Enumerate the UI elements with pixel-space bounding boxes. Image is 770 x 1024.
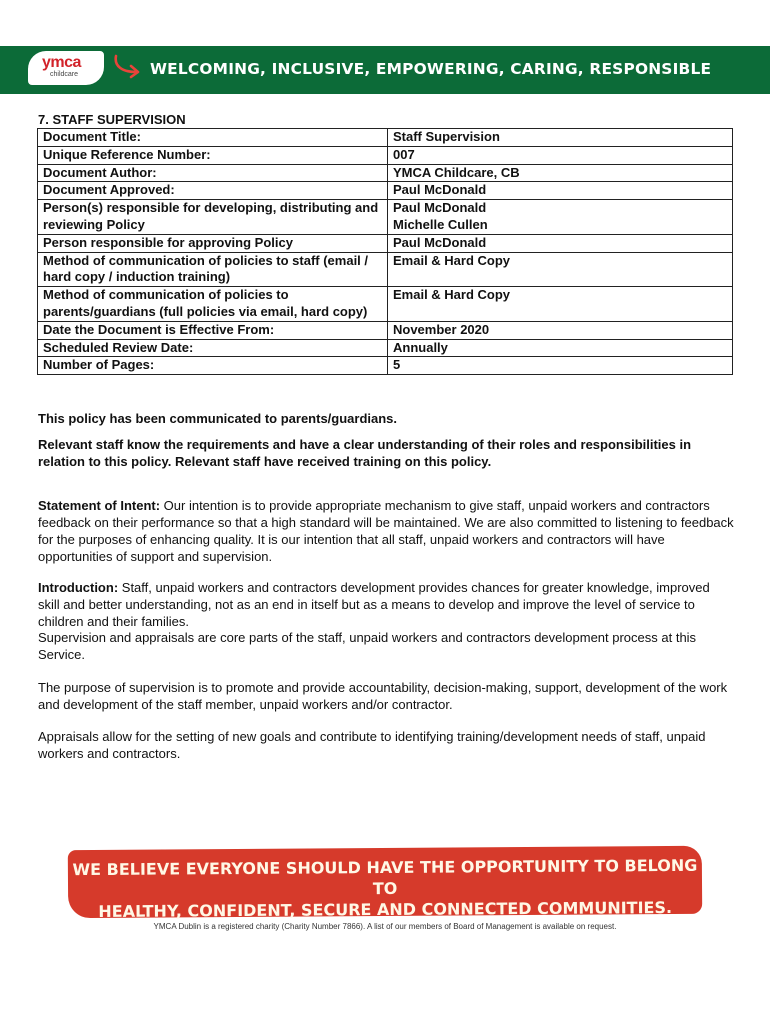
table-row — [38, 164, 733, 182]
table-row — [38, 287, 733, 322]
ymca-logo — [28, 51, 104, 85]
table-value-cell: Paul McDonald — [388, 234, 733, 252]
table-row — [38, 234, 733, 252]
table-value-cell: 007 — [388, 146, 733, 164]
table-value-cell: Staff Supervision — [388, 129, 733, 147]
table-row — [38, 321, 733, 339]
table-key-cell: Method of communication of policies to staff (email / hard copy / induction training) — [38, 252, 388, 287]
table-value-cell: Email & Hard Copy — [388, 287, 733, 322]
introduction — [38, 579, 734, 630]
table-value-cell: 5 — [388, 357, 733, 375]
table-key-cell: Unique Reference Number: — [38, 146, 388, 164]
table-key-cell: Document Approved: — [38, 182, 388, 200]
arrow-icon — [112, 52, 146, 82]
introduction-text: Staff, unpaid workers and contractors development provides chances for greater knowledge, improved skill and better understanding, not as an end in itself but as a means to develop and improve the level of service to children and their families. — [38, 580, 710, 629]
appraisals-paragraph: Appraisals allow for the setting of new goals and contribute to identifying training/development needs of staff, unpaid workers and contractors. — [38, 729, 706, 761]
table-key-cell: Date the Document is Effective From: — [38, 321, 388, 339]
table-value-cell: Paul McDonald Michelle Cullen — [388, 200, 733, 235]
table-row — [38, 252, 733, 287]
table-key-cell: Scheduled Review Date: — [38, 339, 388, 357]
section-title: 7. STAFF SUPERVISION — [38, 112, 186, 127]
table-key-cell: Number of Pages: — [38, 357, 388, 375]
table-value-cell: Email & Hard Copy — [388, 252, 733, 287]
introduction-label: Introduction: — [38, 580, 119, 595]
table-row — [38, 339, 733, 357]
banner-line-1: WE BELIEVE EVERYONE SHOULD HAVE THE OPPORTUNITY TO BELONG TO — [72, 855, 698, 899]
document-info-table — [37, 128, 733, 375]
logo-text: ymca — [42, 54, 81, 71]
statement-text: Our intention is to provide appropriate mechanism to give staff, unpaid workers and contractors feedback on their performance so that a high standard will be maintained. We are also committed to listening to feedback for the purposes of enhancing quality. It is our intention that all staff, unpaid workers and contractors will have opportunities of support and supervision. — [38, 498, 734, 564]
table-key-cell: Document Author: — [38, 164, 388, 182]
table-row — [38, 146, 733, 164]
table-row — [38, 200, 733, 235]
logo-subtext: childcare — [50, 71, 79, 78]
table-key-cell: Person(s) responsible for developing, distributing and reviewing Policy — [38, 200, 388, 235]
statement-label: Statement of Intent: — [38, 498, 161, 513]
table-row — [38, 182, 733, 200]
belief-banner — [68, 846, 702, 922]
charity-footnote: YMCA Dublin is a registered charity (Charity Number 7866). A list of our members of Board of Management is available on request. — [153, 922, 617, 931]
table-value-cell: November 2020 — [388, 321, 733, 339]
statement-of-intent — [38, 497, 734, 565]
header-band — [0, 46, 770, 94]
table-value-cell: Annually — [388, 339, 733, 357]
table-key-cell: Person responsible for approving Policy — [38, 234, 388, 252]
table-value-cell: Paul McDonald — [388, 182, 733, 200]
relevant-staff-notice: Relevant staff know the requirements and have a clear understanding of their roles and responsibilities in relation to this policy. Relevant staff have received training on this policy. — [38, 437, 692, 469]
table-row — [38, 129, 733, 147]
banner-line-2: HEALTHY, CONFIDENT, SECURE AND CONNECTED COMMUNITIES. — [98, 897, 673, 922]
table-key-cell: Method of communication of policies to parents/guardians (full policies via email, hard copy) — [38, 287, 388, 322]
introduction-continued: Supervision and appraisals are core parts of the staff, unpaid workers and contractors development process at this Service. — [38, 630, 697, 662]
table-value-cell: YMCA Childcare, CB — [388, 164, 733, 182]
purpose-paragraph: The purpose of supervision is to promote and provide accountability, decision-making, support, development of the work and development of the staff member, unpaid workers and/or contractor. — [38, 680, 728, 712]
header-tagline: WELCOMING, INCLUSIVE, EMPOWERING, CARING, RESPONSIBLE — [150, 60, 712, 78]
table-key-cell: Document Title: — [38, 129, 388, 147]
communicated-notice: This policy has been communicated to parents/guardians. — [38, 411, 398, 426]
banner-text — [68, 855, 702, 922]
table-row — [38, 357, 733, 375]
